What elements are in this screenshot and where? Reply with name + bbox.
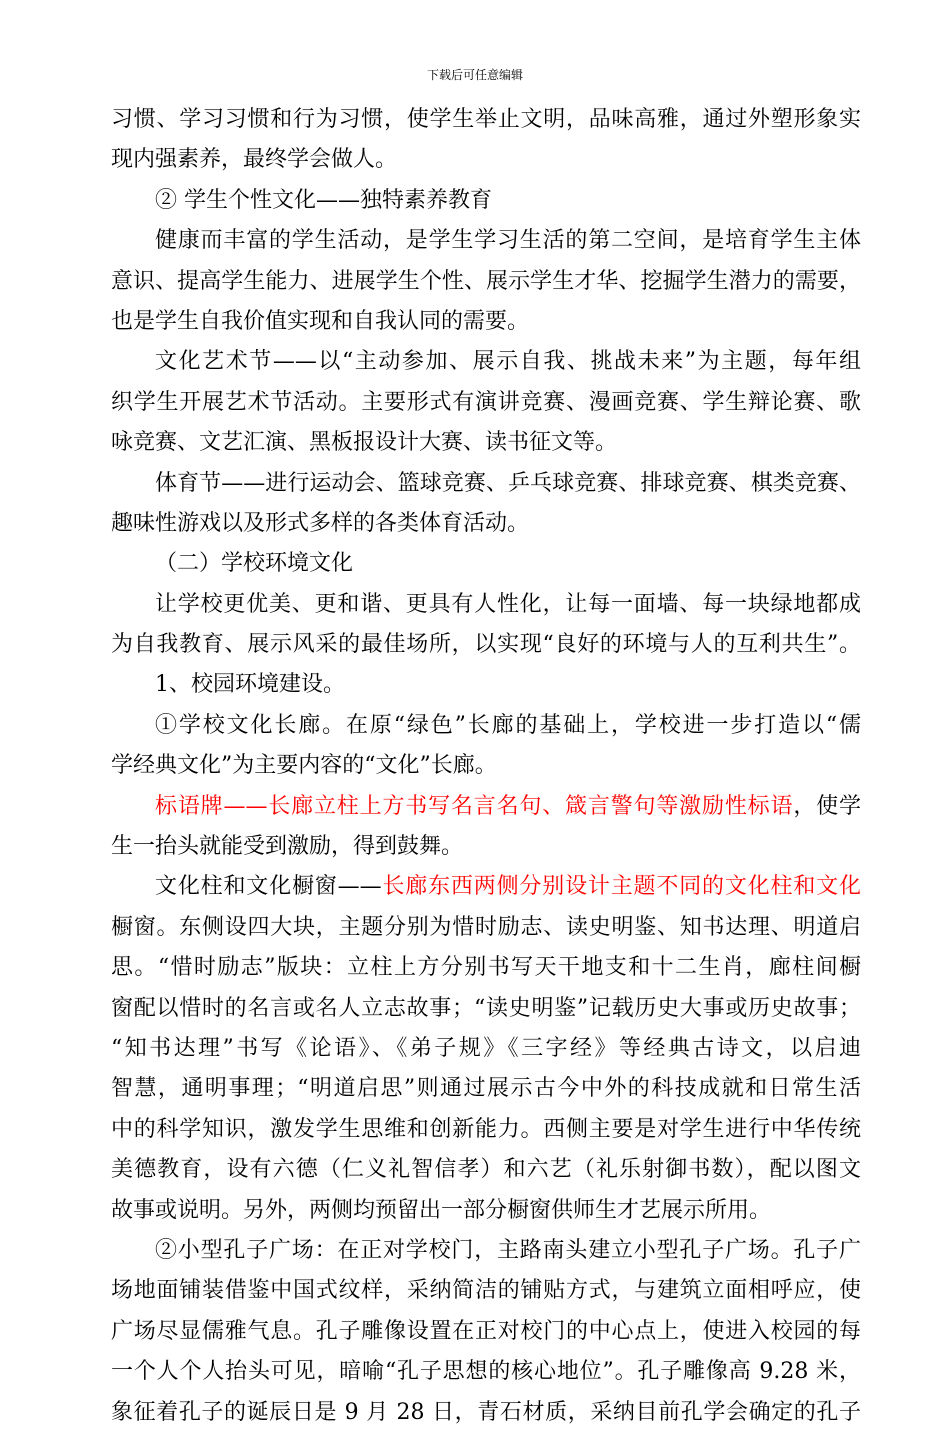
text-segment: 咏竞赛、文艺汇演、黑板报设计大赛、读书征文等。 bbox=[111, 430, 618, 456]
text-segment: 故事或说明。另外，两侧均预留出一部分橱窗供师生才艺展示所用。 bbox=[111, 1197, 772, 1223]
text-line bbox=[111, 504, 861, 544]
text-segment: ①学校文化长廊。在原“绿色”长廊的基础上，学校进一步打造以“儒 bbox=[155, 712, 861, 738]
text-segment: 趣味性游戏以及形式多样的各类体育活动。 bbox=[111, 510, 530, 536]
text-line bbox=[111, 1191, 861, 1231]
text-segment: “知书达理”书写《论语》、《弟子规》《三字经》等经典古诗文，以启迪 bbox=[111, 1035, 861, 1061]
text-segment: 为自我教育、展示风采的最佳场所，以实现“良好的环境与人的互利共生”。 bbox=[111, 632, 861, 658]
text-segment: 让学校更优美、更和谐、更具有人性化，让每一面墙、每一块绿地都成 bbox=[155, 591, 861, 617]
text-segment: 场地面铺装借鉴中国式纹样，采纳简洁的铺贴方式，与建筑立面相呼应，使 bbox=[111, 1278, 861, 1304]
text-segment: 1、校园环境建设。 bbox=[155, 672, 345, 698]
text-segment: ② 学生个性文化——独特素养教育 bbox=[155, 187, 492, 213]
text-segment: 体育节——进行运动会、篮球竞赛、乒乓球竞赛、排球竞赛、棋类竞赛、 bbox=[155, 470, 861, 496]
text-line bbox=[111, 1271, 861, 1311]
text-segment: 橱窗。东侧设四大块，主题分别为惜时励志、读史明鉴、知书达理、明道启 bbox=[111, 914, 861, 940]
text-segment: （二）学校环境文化 bbox=[155, 551, 354, 577]
text-segment: 也是学生自我价值实现和自我认同的需要。 bbox=[111, 308, 530, 334]
text-line bbox=[111, 423, 861, 463]
text-line bbox=[111, 1029, 861, 1069]
text-segment: 文化艺术节——以“主动参加、展示自我、挑战未来”为主题，每年组 bbox=[155, 349, 861, 375]
text-line bbox=[111, 625, 861, 665]
text-segment: 中的科学知识，激发学生思维和创新能力。西侧主要是对学生进行中华传统 bbox=[111, 1116, 861, 1142]
text-line bbox=[111, 1393, 861, 1433]
text-line bbox=[111, 746, 861, 786]
text-line bbox=[111, 1231, 861, 1271]
text-line bbox=[111, 867, 861, 907]
text-line bbox=[111, 706, 861, 746]
text-segment: 健康而丰富的学生活动，是学生学习生活的第二空间，是培育学生主体 bbox=[155, 228, 861, 254]
text-segment: 织学生开展艺术节活动。主要形式有演讲竞赛、漫画竞赛、学生辩论赛、歌 bbox=[111, 389, 861, 415]
text-line bbox=[111, 948, 861, 988]
text-segment: ，使学 bbox=[793, 793, 861, 819]
text-line bbox=[111, 342, 861, 382]
text-line bbox=[111, 262, 861, 302]
highlighted-text: 标语牌——长廊立柱上方书写名言名句、箴言警句等激励性标语 bbox=[155, 793, 794, 819]
text-segment: 思。“惜时励志”版块：立柱上方分别书写天干地支和十二生肖，廊柱间橱 bbox=[111, 955, 861, 981]
text-line bbox=[111, 1069, 861, 1109]
highlighted-text: 长廊东西两侧分别设计主题不同的文化柱和文化 bbox=[381, 874, 861, 900]
text-line bbox=[111, 989, 861, 1029]
text-line bbox=[111, 383, 861, 423]
text-segment: 学经典文化”为主要内容的“文化”长廊。 bbox=[111, 753, 497, 779]
text-segment: ②小型孔子广场：在正对学校门，主路南头建立小型孔子广场。孔子广 bbox=[155, 1237, 861, 1263]
text-line bbox=[111, 1110, 861, 1150]
text-line bbox=[111, 585, 861, 625]
text-line bbox=[111, 827, 861, 867]
text-segment: 广场尽显儒雅气息。孔子雕像设置在正对校门的中心点上，使进入校园的每 bbox=[111, 1318, 861, 1344]
text-segment: 文化柱和文化橱窗—— bbox=[155, 874, 382, 900]
text-line bbox=[111, 464, 861, 504]
text-segment: 象征着孔子的诞辰日是 9 月 28 日，青石材质，采纳目前孔学会确定的孔子 bbox=[111, 1399, 861, 1425]
text-line bbox=[111, 1352, 861, 1392]
document-body bbox=[111, 100, 861, 1433]
text-line bbox=[111, 100, 861, 140]
text-line bbox=[111, 544, 861, 584]
text-segment: 一个人个人抬头可见，暗喻“孔子思想的核心地位”。孔子雕像高 9.28 米， bbox=[111, 1359, 861, 1385]
text-line bbox=[111, 787, 861, 827]
text-line bbox=[111, 181, 861, 221]
text-segment: 现内强素养，最终学会做人。 bbox=[111, 147, 398, 173]
text-line bbox=[111, 665, 861, 705]
text-line bbox=[111, 302, 861, 342]
text-line bbox=[111, 908, 861, 948]
text-segment: 美德教育，设有六德（仁义礼智信孝）和六艺（礼乐射御书数），配以图文 bbox=[111, 1157, 861, 1183]
text-line bbox=[111, 140, 861, 180]
text-segment: 意识、提高学生能力、进展学生个性、展示学生才华、挖掘学生潜力的需要， bbox=[111, 268, 861, 294]
text-line bbox=[111, 1150, 861, 1190]
text-segment: 智慧，通明事理；“明道启思”则通过展示古今中外的科技成就和日常生活 bbox=[111, 1076, 861, 1102]
text-line bbox=[111, 1312, 861, 1352]
page-header-note: 下载后可任意编辑 bbox=[426, 68, 523, 82]
text-segment: 习惯、学习习惯和行为习惯，使学生举止文明，品味高雅，通过外塑形象实 bbox=[111, 107, 861, 132]
text-line bbox=[111, 221, 861, 261]
text-segment: 生一抬头就能受到激励，得到鼓舞。 bbox=[111, 834, 464, 860]
text-segment: 窗配以惜时的名言或名人立志故事；“读史明鉴”记载历史大事或历史故事； bbox=[111, 995, 861, 1021]
